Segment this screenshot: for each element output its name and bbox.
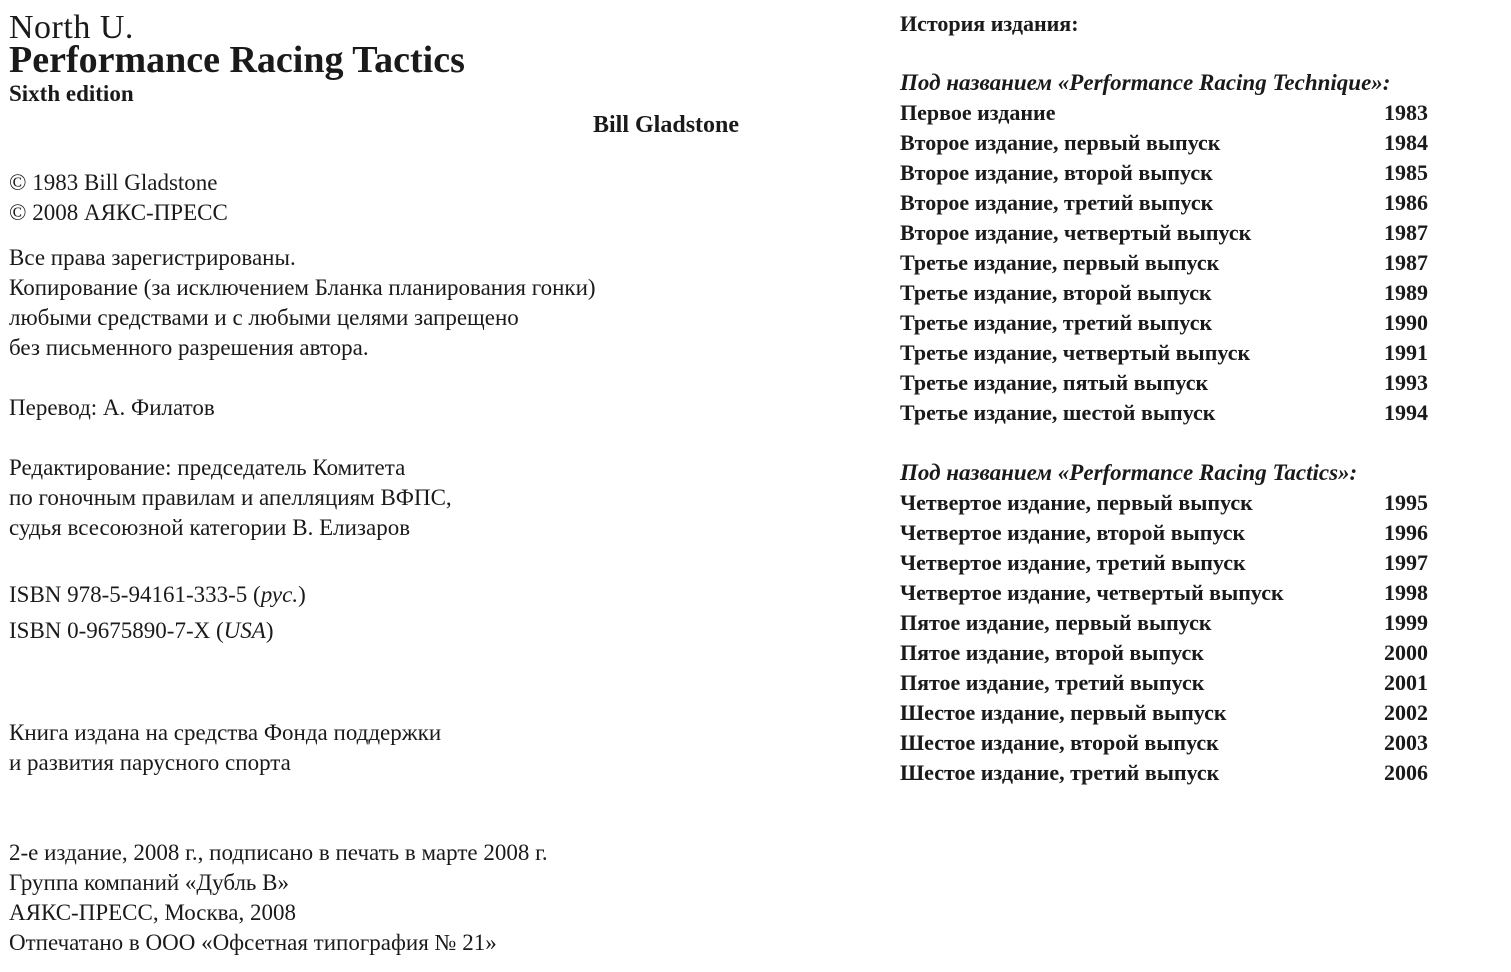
edition-label: Пятое издание, первый выпуск bbox=[900, 610, 1212, 635]
series-name: North U. bbox=[9, 9, 134, 46]
edition-label: Шестое издание, третий выпуск bbox=[900, 760, 1220, 785]
edition-year: 1991 bbox=[1384, 340, 1428, 365]
edition-label: Третье издание, третий выпуск bbox=[900, 310, 1213, 335]
edition-label: Третье издание, шестой выпуск bbox=[900, 400, 1216, 425]
book-title: Performance Racing Tactics bbox=[9, 39, 465, 81]
isbn-paren-close: ) bbox=[298, 582, 306, 607]
edition-label: Sixth edition bbox=[9, 81, 134, 106]
edition-year: 1998 bbox=[1384, 580, 1428, 605]
edition-label: Шестое издание, первый выпуск bbox=[900, 700, 1227, 725]
translator: Перевод: А. Филатов bbox=[9, 395, 215, 420]
history-section-technique bbox=[900, 68, 1440, 428]
rights-line: любыми средствами и с любыми целями запрещено bbox=[9, 305, 519, 330]
imprint-block bbox=[9, 838, 548, 958]
history-row bbox=[900, 338, 1440, 368]
history-row bbox=[900, 548, 1440, 578]
edition-label: Пятое издание, второй выпуск bbox=[900, 640, 1204, 665]
isbn-usa bbox=[9, 616, 274, 646]
history-row bbox=[900, 368, 1440, 398]
edition-label: Четвертое издание, первый выпуск bbox=[900, 490, 1253, 515]
rights-notice bbox=[9, 243, 596, 363]
edition-label: Второе издание, четвертый выпуск bbox=[900, 220, 1252, 245]
history-row bbox=[900, 158, 1440, 188]
author-name: Bill Gladstone bbox=[593, 112, 740, 138]
edition-year: 1999 bbox=[1384, 610, 1428, 635]
history-row bbox=[900, 698, 1440, 728]
imprint-line: Отпечатано в ООО «Офсетная типография № 21» bbox=[9, 930, 497, 955]
history-row bbox=[900, 638, 1440, 668]
edition-year: 1989 bbox=[1384, 280, 1428, 305]
rights-line: Все права зарегистрированы. bbox=[9, 245, 296, 270]
isbn-paren-open: ( bbox=[210, 618, 224, 643]
funding-line: и развития парусного спорта bbox=[9, 750, 291, 775]
rights-line: Копирование (за исключением Бланка планирования гонки) bbox=[9, 275, 596, 300]
editor-line: Редактирование: председатель Комитета bbox=[9, 455, 406, 480]
edition-year: 2006 bbox=[1384, 760, 1428, 785]
imprint-line: Группа компаний «Дубль В» bbox=[9, 870, 290, 895]
edition-year: 1995 bbox=[1384, 490, 1428, 515]
edition-label: Второе издание, второй выпуск bbox=[900, 160, 1213, 185]
history-row bbox=[900, 578, 1440, 608]
history-row bbox=[900, 308, 1440, 338]
editor-line: по гоночным правилам и апелляциям ВФПС, bbox=[9, 485, 452, 510]
imprint-line: АЯКС-ПРЕСС, Москва, 2008 bbox=[9, 900, 296, 925]
edition-year: 1987 bbox=[1384, 220, 1428, 245]
funding-note bbox=[9, 718, 441, 778]
history-row bbox=[900, 218, 1440, 248]
edition-label: Второе издание, третий выпуск bbox=[900, 190, 1214, 215]
imprint-line: 2-е издание, 2008 г., подписано в печать в марте 2008 г. bbox=[9, 840, 548, 865]
edition-year: 1993 bbox=[1384, 370, 1428, 395]
isbn-russian bbox=[9, 580, 306, 610]
history-row bbox=[900, 128, 1440, 158]
history-row bbox=[900, 188, 1440, 218]
edition-year: 1994 bbox=[1384, 400, 1428, 425]
copyright-line: © 1983 Bill Gladstone bbox=[9, 170, 218, 195]
edition-year: 1983 bbox=[1384, 100, 1428, 125]
edition-year: 1990 bbox=[1384, 310, 1428, 335]
history-section-tactics bbox=[900, 458, 1440, 788]
edition-label: Второе издание, первый выпуск bbox=[900, 130, 1221, 155]
edition-label: Четвертое издание, четвертый выпуск bbox=[900, 580, 1284, 605]
rights-line: без письменного разрешения автора. bbox=[9, 335, 369, 360]
edition-label: Третье издание, пятый выпуск bbox=[900, 370, 1209, 395]
editor-credit bbox=[9, 453, 452, 543]
history-row bbox=[900, 278, 1440, 308]
history-row bbox=[900, 608, 1440, 638]
isbn-number: ISBN 978-5-94161-333-5 bbox=[9, 582, 248, 607]
edition-year: 1984 bbox=[1384, 130, 1428, 155]
history-row bbox=[900, 728, 1440, 758]
edition-year: 2002 bbox=[1384, 700, 1428, 725]
edition-year: 1997 bbox=[1384, 550, 1428, 575]
isbn-note: рус. bbox=[260, 582, 299, 607]
edition-year: 2000 bbox=[1384, 640, 1428, 665]
isbn-paren-close: ) bbox=[265, 618, 274, 643]
edition-label: Первое издание bbox=[900, 100, 1056, 125]
edition-label: Пятое издание, третий выпуск bbox=[900, 670, 1205, 695]
edition-label: Шестое издание, второй выпуск bbox=[900, 730, 1219, 755]
edition-label: Третье издание, первый выпуск bbox=[900, 250, 1220, 275]
funding-line: Книга издана на средства Фонда поддержки bbox=[9, 720, 442, 745]
history-row bbox=[900, 668, 1440, 698]
edition-year: 1986 bbox=[1384, 190, 1428, 215]
section-heading: Под названием «Performance Racing Tactics»: bbox=[900, 460, 1358, 485]
isbn-number: ISBN 0-9675890-7-X bbox=[9, 618, 211, 643]
edition-year: 1987 bbox=[1384, 250, 1428, 275]
copyright-line: © 2008 АЯКС-ПРЕСС bbox=[9, 200, 228, 225]
history-title: История издания: bbox=[900, 11, 1079, 36]
edition-label: Четвертое издание, второй выпуск bbox=[900, 520, 1246, 545]
isbn-note: USA bbox=[223, 618, 266, 643]
edition-year: 2003 bbox=[1384, 730, 1428, 755]
edition-label: Четвертое издание, третий выпуск bbox=[900, 550, 1246, 575]
history-row bbox=[900, 248, 1440, 278]
edition-label: Третье издание, четвертый выпуск bbox=[900, 340, 1251, 365]
edition-year: 2001 bbox=[1384, 670, 1428, 695]
history-row bbox=[900, 518, 1440, 548]
history-row bbox=[900, 488, 1440, 518]
edition-year: 1996 bbox=[1384, 520, 1428, 545]
isbn-paren-open: ( bbox=[247, 582, 261, 607]
history-row bbox=[900, 398, 1440, 428]
history-row bbox=[900, 98, 1440, 128]
history-row bbox=[900, 758, 1440, 788]
editor-line: судья всесоюзной категории В. Елизаров bbox=[9, 515, 411, 540]
edition-year: 1985 bbox=[1384, 160, 1428, 185]
section-heading: Под названием «Performance Racing Technique»: bbox=[900, 70, 1391, 95]
edition-label: Третье издание, второй выпуск bbox=[900, 280, 1212, 305]
